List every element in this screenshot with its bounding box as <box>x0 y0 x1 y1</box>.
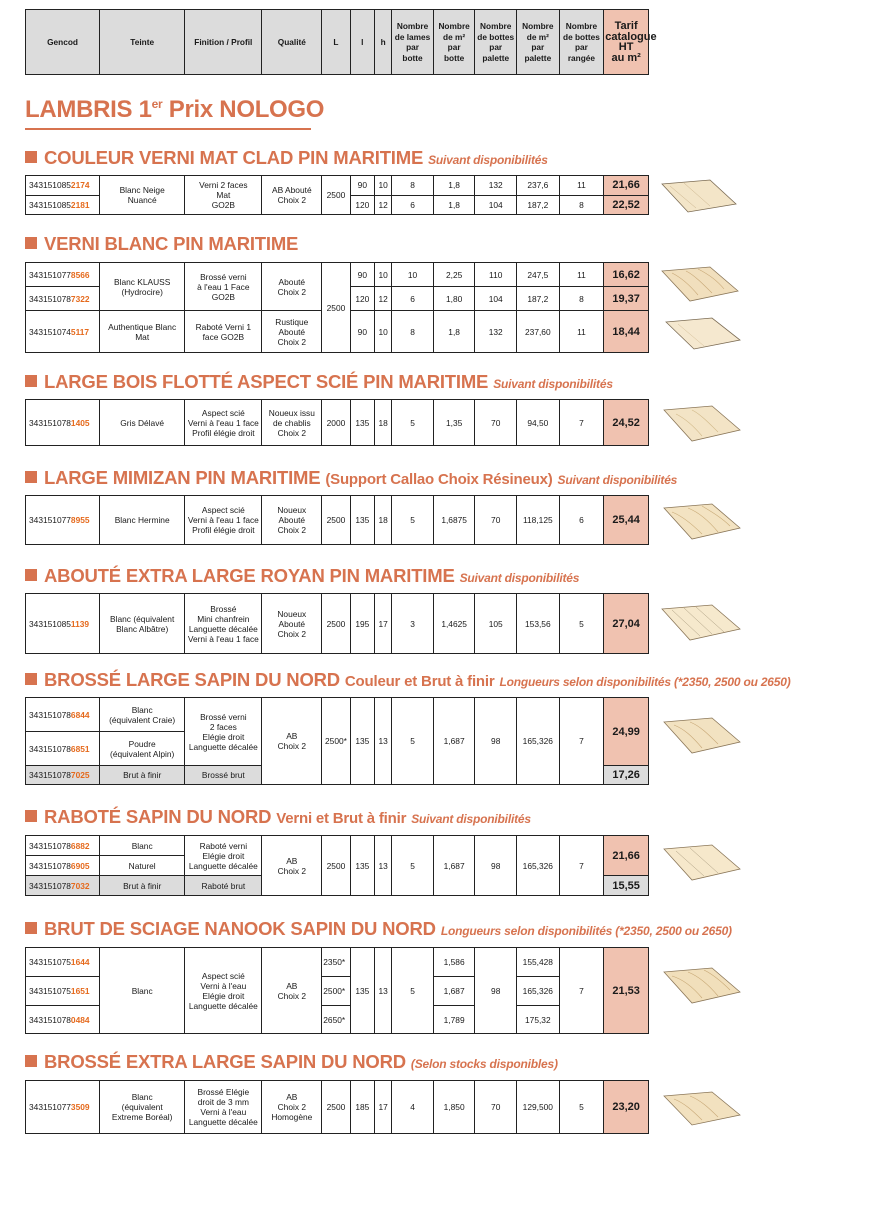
gencod-cell: 3431510786905 <box>26 856 100 876</box>
bottes-palette-cell: 98 <box>475 698 517 785</box>
length-cell: 2500 <box>322 176 350 215</box>
m2-botte-cell: 1,35 <box>433 400 475 446</box>
teinte-cell: Blanc Neige Nuancé <box>100 176 185 215</box>
height-cell: 18 <box>375 496 392 545</box>
teinte-cell: Poudre (équivalent Alpin) <box>100 732 185 766</box>
price-cell: 15,55 <box>604 876 649 896</box>
length-cell: 2500 <box>322 496 350 545</box>
lames-cell: 5 <box>392 698 434 785</box>
qualite-cell: Noueux Abouté Choix 2 <box>262 594 322 654</box>
width-cell: 90 <box>350 311 374 353</box>
m2-botte-cell: 1,586 <box>433 948 475 977</box>
finition-cell: Brossé brut <box>185 766 262 785</box>
section-title-5: ABOUTÉ EXTRA LARGE ROYAN PIN MARITIME Suivant disponibilités <box>25 565 579 587</box>
qualite-cell: AB Choix 2 <box>262 948 322 1034</box>
qualite-cell: Abouté Choix 2 <box>262 263 322 311</box>
teinte-cell: Gris Délavé <box>100 400 185 446</box>
teinte-cell: Authentique Blanc Mat <box>100 311 185 353</box>
m2-palette-cell: 165,326 <box>517 836 560 896</box>
bottes-palette-cell: 104 <box>475 287 517 311</box>
height-cell: 18 <box>375 400 392 446</box>
finition-cell: Aspect scié Verni à l'eau 1 face Profil élégie droit <box>185 400 262 446</box>
bottes-rangee-cell: 5 <box>559 594 604 654</box>
bottes-palette-cell: 104 <box>475 195 517 215</box>
bottes-rangee-cell: 8 <box>559 287 604 311</box>
m2-palette-cell: 237,6 <box>517 176 560 196</box>
m2-botte-cell: 2,25 <box>433 263 475 287</box>
length-cell: 2500* <box>322 698 350 785</box>
bottes-rangee-cell: 11 <box>559 263 604 287</box>
lames-cell: 10 <box>392 263 434 287</box>
header-lames-botte: Nombre de lames par botte <box>392 10 434 75</box>
finition-cell: Raboté Verni 1 face GO2B <box>185 311 262 353</box>
qualite-cell: AB Choix 2 <box>262 698 322 785</box>
header-qualite: Qualité <box>262 10 322 75</box>
product-table-4 <box>25 495 649 545</box>
m2-palette-cell: 187,2 <box>517 287 560 311</box>
m2-palette-cell: 247,5 <box>517 263 560 287</box>
bottes-palette-cell: 98 <box>475 836 517 896</box>
teinte-cell: Naturel <box>100 856 185 876</box>
lames-cell: 5 <box>392 496 434 545</box>
height-cell: 10 <box>375 176 392 196</box>
bottes-palette-cell: 132 <box>475 311 517 353</box>
product-table-8 <box>25 947 649 1034</box>
qualite-cell: AB Choix 2 Homogène <box>262 1081 322 1134</box>
price-cell: 23,20 <box>604 1081 649 1134</box>
length-cell: 2500* <box>322 977 350 1006</box>
section-title-9: BROSSÉ EXTRA LARGE SAPIN DU NORD (Selon stocks disponibles) <box>25 1051 558 1073</box>
section-title-4: LARGE MIMIZAN PIN MARITIME (Support Callao Choix Résineux) Suivant disponibilités <box>25 467 677 489</box>
gencod-cell: 3431510781405 <box>26 400 100 446</box>
price-cell: 19,37 <box>604 287 649 311</box>
header-height: h <box>375 10 392 75</box>
m2-botte-cell: 1,80 <box>433 287 475 311</box>
bottes-palette-cell: 98 <box>475 948 517 1034</box>
gencod-cell: 3431510787025 <box>26 766 100 785</box>
product-table-6 <box>25 697 649 785</box>
m2-botte-cell: 1,4625 <box>433 594 475 654</box>
bottes-palette-cell: 110 <box>475 263 517 287</box>
teinte-cell: Blanc <box>100 836 185 856</box>
qualite-cell: Noueux Abouté Choix 2 <box>262 496 322 545</box>
teinte-cell: Blanc KLAUSS (Hydrocire) <box>100 263 185 311</box>
width-cell: 135 <box>350 400 374 446</box>
gencod-cell: 3431510751651 <box>26 977 100 1006</box>
qualite-cell: Rustique Abouté Choix 2 <box>262 311 322 353</box>
bottes-rangee-cell: 7 <box>559 948 604 1034</box>
section-title-6: BROSSÉ LARGE SAPIN DU NORD Couleur et Brut à finir Longueurs selon disponibilités (*2350, 2500 ou 2650) <box>25 669 791 691</box>
width-cell: 90 <box>350 176 374 196</box>
length-cell: 2500 <box>322 594 350 654</box>
column-header-table <box>25 9 657 75</box>
qualite-cell: AB Choix 2 <box>262 836 322 896</box>
finition-cell: Aspect scié Verni à l'eau 1 face Profil élégie droit <box>185 496 262 545</box>
qualite-cell: AB Abouté Choix 2 <box>262 176 322 215</box>
finition-cell: Aspect scié Verni à l'eau Elégie droit Languette décalée <box>185 948 262 1034</box>
board-image <box>662 502 742 542</box>
product-table-9 <box>25 1080 649 1134</box>
lames-cell: 8 <box>392 311 434 353</box>
length-cell: 2500 <box>322 836 350 896</box>
m2-botte-cell: 1,687 <box>433 836 475 896</box>
length-cell: 2500 <box>322 263 350 353</box>
teinte-cell: Brut à finir <box>100 876 185 896</box>
header-m2-botte: Nombre de m² par botte <box>433 10 475 75</box>
bottes-palette-cell: 70 <box>475 400 517 446</box>
height-cell: 12 <box>375 195 392 215</box>
finition-cell: Raboté verni Elégie droit Languette décalée <box>185 836 262 876</box>
width-cell: 135 <box>350 836 374 896</box>
bottes-palette-cell: 70 <box>475 1081 517 1134</box>
bottes-palette-cell: 105 <box>475 594 517 654</box>
board-image <box>662 404 742 444</box>
gencod-cell: 3431510786844 <box>26 698 100 732</box>
m2-botte-cell: 1,687 <box>433 977 475 1006</box>
product-table-3 <box>25 399 649 446</box>
price-cell: 21,66 <box>604 836 649 876</box>
price-cell: 25,44 <box>604 496 649 545</box>
qualite-cell: Noueux issu de chablis Choix 2 <box>262 400 322 446</box>
price-cell: 27,04 <box>604 594 649 654</box>
board-image <box>660 603 742 643</box>
price-cell: 24,52 <box>604 400 649 446</box>
price-cell: 22,52 <box>604 195 649 215</box>
bottes-palette-cell: 132 <box>475 176 517 196</box>
gencod-cell: 3431510786882 <box>26 836 100 856</box>
teinte-cell: Brut à finir <box>100 766 185 785</box>
height-cell: 17 <box>375 594 392 654</box>
lames-cell: 5 <box>392 948 434 1034</box>
board-image <box>660 265 740 305</box>
m2-palette-cell: 94,50 <box>517 400 560 446</box>
bottes-rangee-cell: 11 <box>559 311 604 353</box>
teinte-cell: Blanc Hermine <box>100 496 185 545</box>
price-cell: 21,53 <box>604 948 649 1034</box>
gencod-cell: 3431510787032 <box>26 876 100 896</box>
bottes-rangee-cell: 6 <box>559 496 604 545</box>
lames-cell: 5 <box>392 836 434 896</box>
m2-botte-cell: 1,8 <box>433 176 475 196</box>
height-cell: 13 <box>375 948 392 1034</box>
bottes-rangee-cell: 5 <box>559 1081 604 1134</box>
m2-botte-cell: 1,6875 <box>433 496 475 545</box>
teinte-cell: Blanc (équivalent Extreme Boréal) <box>100 1081 185 1134</box>
lames-cell: 6 <box>392 287 434 311</box>
board-image <box>662 966 742 1006</box>
m2-palette-cell: 165,326 <box>517 977 560 1006</box>
finition-cell: Brossé verni à l'eau 1 Face GO2B <box>185 263 262 311</box>
finition-cell: Brossé Mini chanfrein Languette décalée Verni à l'eau 1 face <box>185 594 262 654</box>
gencod-cell: 3431510851139 <box>26 594 100 654</box>
bottes-rangee-cell: 8 <box>559 195 604 215</box>
width-cell: 90 <box>350 263 374 287</box>
height-cell: 13 <box>375 698 392 785</box>
header-gencod: Gencod <box>26 10 100 75</box>
section-title-8: BRUT DE SCIAGE NANOOK SAPIN DU NORD Longueurs selon disponibilités (*2350, 2500 ou 2650) <box>25 918 732 940</box>
board-image <box>662 1090 742 1128</box>
gencod-cell: 3431510852174 <box>26 176 100 196</box>
bottes-rangee-cell: 7 <box>559 698 604 785</box>
board-image <box>662 716 742 756</box>
gencod-cell: 3431510773509 <box>26 1081 100 1134</box>
height-cell: 10 <box>375 311 392 353</box>
width-cell: 135 <box>350 948 374 1034</box>
price-cell: 18,44 <box>604 311 649 353</box>
width-cell: 120 <box>350 195 374 215</box>
height-cell: 13 <box>375 836 392 896</box>
bottes-rangee-cell: 7 <box>559 400 604 446</box>
height-cell: 17 <box>375 1081 392 1134</box>
lames-cell: 5 <box>392 400 434 446</box>
price-cell: 24,99 <box>604 698 649 766</box>
gencod-cell: 3431510852181 <box>26 195 100 215</box>
m2-botte-cell: 1,789 <box>433 1006 475 1034</box>
width-cell: 195 <box>350 594 374 654</box>
page-title: LAMBRIS 1er Prix NOLOGO <box>25 96 325 123</box>
m2-palette-cell: 153,56 <box>517 594 560 654</box>
product-table-5 <box>25 593 649 654</box>
price-cell: 16,62 <box>604 263 649 287</box>
teinte-cell: Blanc (équivalent Craie) <box>100 698 185 732</box>
gencod-cell: 3431510745117 <box>26 311 100 353</box>
lames-cell: 8 <box>392 176 434 196</box>
gencod-cell: 3431510778566 <box>26 263 100 287</box>
bottes-rangee-cell: 11 <box>559 176 604 196</box>
m2-botte-cell: 1,8 <box>433 195 475 215</box>
height-cell: 10 <box>375 263 392 287</box>
product-table-7 <box>25 835 649 896</box>
header-m2-palette: Nombre de m² par palette <box>517 10 560 75</box>
header-width: l <box>350 10 374 75</box>
length-cell: 2650* <box>322 1006 350 1034</box>
section-title-2: VERNI BLANC PIN MARITIME <box>25 233 298 255</box>
header-bottes-palette: Nombre de bottes par palette <box>475 10 517 75</box>
header-length: L <box>322 10 350 75</box>
length-cell: 2500 <box>322 1081 350 1134</box>
header-finition: Finition / Profil <box>185 10 262 75</box>
finition-cell: Brossé verni 2 faces Elégie droit Languette décalée <box>185 698 262 766</box>
lames-cell: 3 <box>392 594 434 654</box>
m2-palette-cell: 165,326 <box>517 698 560 785</box>
product-table-1 <box>25 175 649 215</box>
lames-cell: 6 <box>392 195 434 215</box>
gencod-cell: 3431510751644 <box>26 948 100 977</box>
board-image <box>664 316 742 352</box>
m2-botte-cell: 1,850 <box>433 1081 475 1134</box>
finition-cell: Verni 2 faces Mat GO2B <box>185 176 262 215</box>
section-title-1: COULEUR VERNI MAT CLAD PIN MARITIME Suivant disponibilités <box>25 147 548 169</box>
m2-botte-cell: 1,8 <box>433 311 475 353</box>
bottes-rangee-cell: 7 <box>559 836 604 896</box>
finition-cell: Raboté brut <box>185 876 262 896</box>
width-cell: 135 <box>350 496 374 545</box>
m2-palette-cell: 129,500 <box>517 1081 560 1134</box>
length-cell: 2000 <box>322 400 350 446</box>
length-cell: 2350* <box>322 948 350 977</box>
gencod-cell: 3431510778955 <box>26 496 100 545</box>
width-cell: 135 <box>350 698 374 785</box>
m2-palette-cell: 187,2 <box>517 195 560 215</box>
m2-palette-cell: 155,428 <box>517 948 560 977</box>
header-bottes-rangee: Nombre de bottes par rangée <box>559 10 604 75</box>
section-title-7: RABOTÉ SAPIN DU NORD Verni et Brut à finir Suivant disponibilités <box>25 806 531 828</box>
height-cell: 12 <box>375 287 392 311</box>
teinte-cell: Blanc <box>100 948 185 1034</box>
board-image <box>662 843 742 883</box>
board-image <box>660 178 738 216</box>
gencod-cell: 3431510786851 <box>26 732 100 766</box>
width-cell: 185 <box>350 1081 374 1134</box>
width-cell: 120 <box>350 287 374 311</box>
bottes-palette-cell: 70 <box>475 496 517 545</box>
gencod-cell: 3431510780484 <box>26 1006 100 1034</box>
m2-palette-cell: 237,60 <box>517 311 560 353</box>
product-table-2 <box>25 262 649 353</box>
header-tarif: Tarif catalogue HT au m² <box>604 10 649 75</box>
teinte-cell: Blanc (équivalent Blanc Albâtre) <box>100 594 185 654</box>
finition-cell: Brossé Elégie droit de 3 mm Verni à l'eau Languette décalée <box>185 1081 262 1134</box>
lames-cell: 4 <box>392 1081 434 1134</box>
m2-palette-cell: 118,125 <box>517 496 560 545</box>
price-cell: 21,66 <box>604 176 649 196</box>
header-teinte: Teinte <box>100 10 185 75</box>
price-cell: 17,26 <box>604 766 649 785</box>
gencod-cell: 3431510787322 <box>26 287 100 311</box>
m2-palette-cell: 175,32 <box>517 1006 560 1034</box>
section-title-3: LARGE BOIS FLOTTÉ ASPECT SCIÉ PIN MARITIME Suivant disponibilités <box>25 371 613 393</box>
title-underline <box>25 128 311 130</box>
m2-botte-cell: 1,687 <box>433 698 475 785</box>
